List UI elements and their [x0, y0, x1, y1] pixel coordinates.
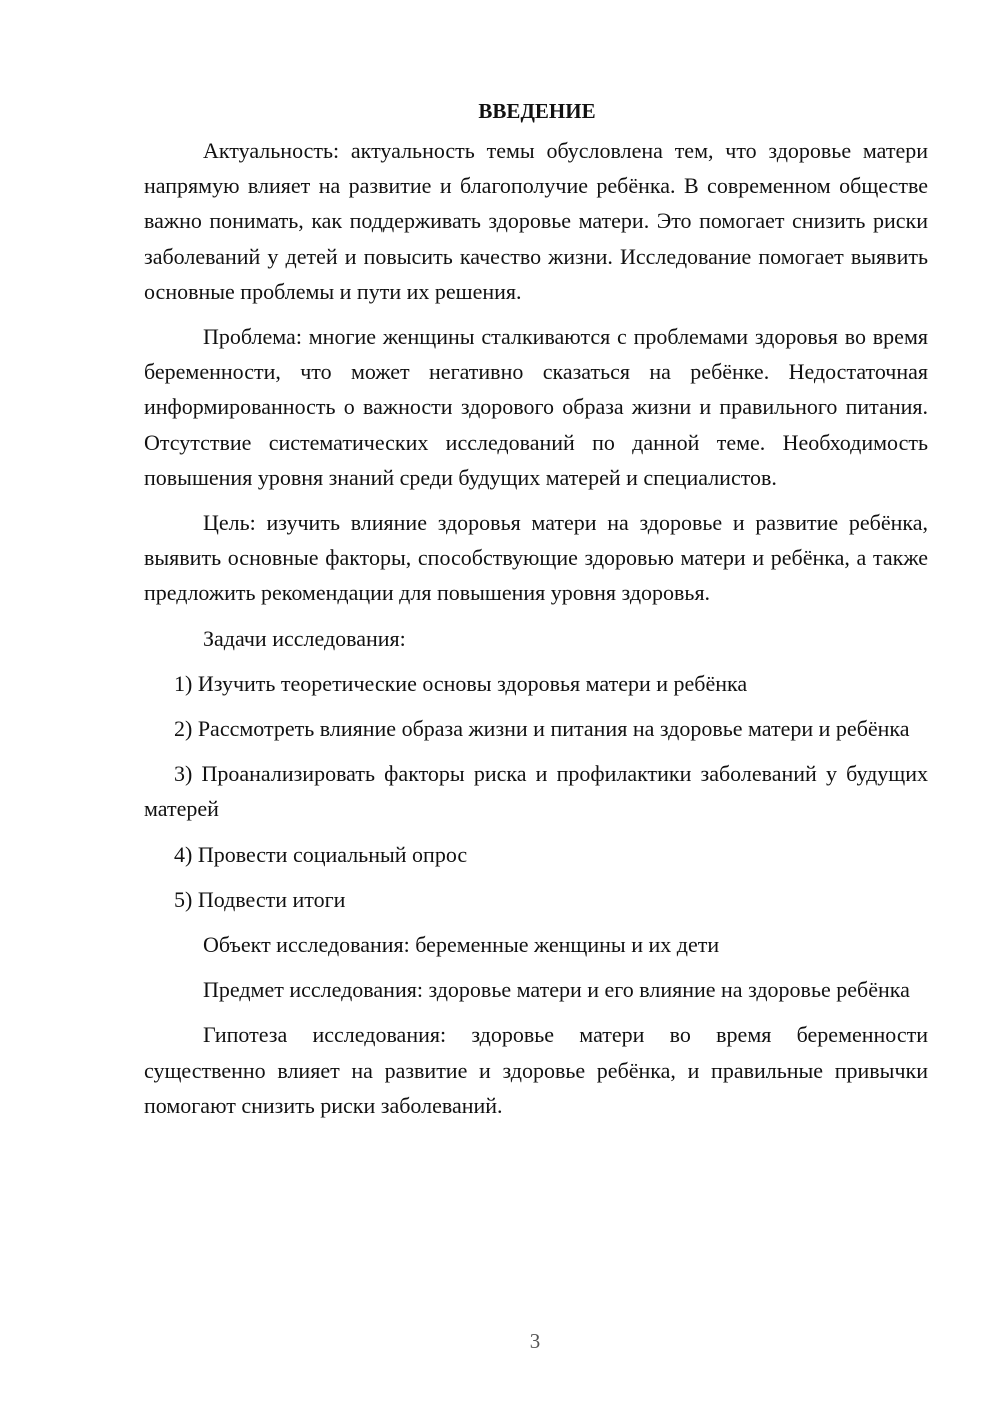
relevance-paragraph: Актуальность: актуальность темы обусловлена тем, что здоровье матери напрямую влияет на развитие и благополучие ребёнка. В современном обществе важно понимать, как поддерживать здоровье матери. Это помогает снизить риски заболеваний у детей и повысить качество жизни. Исследование помогает выявить основные проблемы и пути их решения.	[144, 138, 928, 304]
object-paragraph: Объект исследования: беременные женщины и их дети	[203, 932, 720, 958]
task-item-1: 1) Изучить теоретические основы здоровья матери и ребёнка	[174, 670, 748, 696]
task-item-5: 5) Подвести итоги	[174, 886, 346, 912]
task-item-4: 4) Провести социальный опрос	[174, 841, 468, 867]
page-content	[144, 94, 928, 1133]
subject-paragraph: Предмет исследования: здоровье матери и его влияние на здоровье ребёнка	[203, 977, 910, 1003]
hypothesis-paragraph: Гипотеза исследования: здоровье матери во время беременности существенно влияет на развитие и здоровье ребёнка, и правильные привычки помогают снизить риски заболеваний.	[144, 1022, 928, 1118]
page-title: ВВЕДЕНИЕ	[478, 99, 596, 123]
task-item-2: 2) Рассмотреть влияние образа жизни и питания на здоровье матери и ребёнка	[174, 716, 910, 742]
problem-paragraph: Проблема: многие женщины сталкиваются с проблемами здоровья во время беременности, что может негативно сказаться на ребёнке. Недостаточная информированность о важности здорового образа жизни и правильного питания. Отсутствие систематических исследований по данной теме. Необходимость повышения уровня знаний среди будущих матерей и специалистов.	[144, 324, 928, 490]
goal-paragraph: Цель: изучить влияние здоровья матери на здоровье и развитие ребёнка, выявить основные факторы, способствующие здоровью матери и ребёнка, а также предложить рекомендации для повышения уровня здоровья.	[144, 510, 928, 606]
page-number: 3	[529, 1329, 541, 1353]
task-item-3: 3) Проанализировать факторы риска и профилактики заболеваний у будущих матерей	[144, 761, 928, 822]
tasks-heading: Задачи исследования:	[203, 625, 406, 651]
